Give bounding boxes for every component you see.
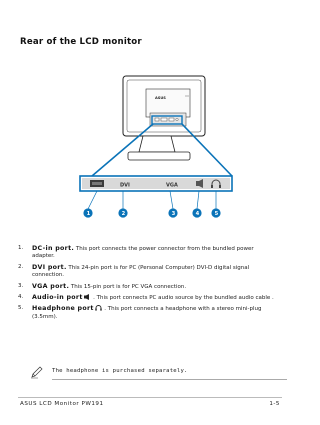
monitor-illustration [123,76,205,160]
port-panel [80,176,232,191]
dvi-label: DVI [120,182,130,189]
vga-label: VGA [166,182,178,189]
callout-5 [211,208,220,217]
svg-text:3: 3 [171,211,176,217]
callout-markers [83,191,220,218]
headphone-icon [95,306,104,312]
note-text: The headphone is purchased separately. [52,368,188,374]
footer-divider [18,397,282,398]
page-number: 1-5 [269,401,280,407]
item-term: VGA port. [32,282,70,290]
item-term: DVI port. [32,263,67,271]
callout-4 [192,208,201,217]
item-number: 5. [18,305,24,312]
monitor-rear-figure [0,55,300,235]
item-description: This port connects the power connector from the bundled power adapter. [32,246,254,260]
item-description: This 24-pin port is for PC (Personal Computer) DVI-D digital signal connection. [32,264,250,279]
item-number: 1. [18,245,24,251]
list-item-dc-in [18,245,278,261]
item-term: DC-in port. [32,245,75,252]
svg-text:4: 4 [195,211,200,217]
footer-manual-title: ASUS LCD Monitor PW191 [20,401,104,407]
svg-text:2: 2 [121,211,126,217]
pencil-note-icon [30,365,44,379]
callout-1 [83,208,92,217]
item-number: 3. [18,282,24,289]
list-item-dvi [18,264,278,280]
item-description: . This port connects PC audio source by the bundled audio cable . [93,295,274,302]
asus-logo: ASUS [155,96,166,100]
list-item-headphone [18,305,278,321]
callout-2 [118,208,127,217]
item-term: Audio-in port [32,294,83,302]
port-description-list [18,245,278,324]
item-term: Headphone port [32,305,94,313]
item-number: 4. [18,294,24,301]
callout-3 [168,208,177,217]
svg-text:5: 5 [214,211,219,217]
item-description: . This port connects a headphone with a stereo mini-plug (3.5mm). [32,306,262,320]
audio-in-icon [84,295,93,301]
item-description: This 15-pin port is for PC VGA connection. [69,283,187,290]
note-divider [52,379,287,380]
dc-in-port [90,180,104,187]
page-title: Rear of the LCD monitor [20,37,142,47]
list-item-audio-in [18,294,278,302]
item-number: 2. [18,263,24,270]
list-item-vga [18,283,278,291]
svg-text:1: 1 [86,211,91,217]
